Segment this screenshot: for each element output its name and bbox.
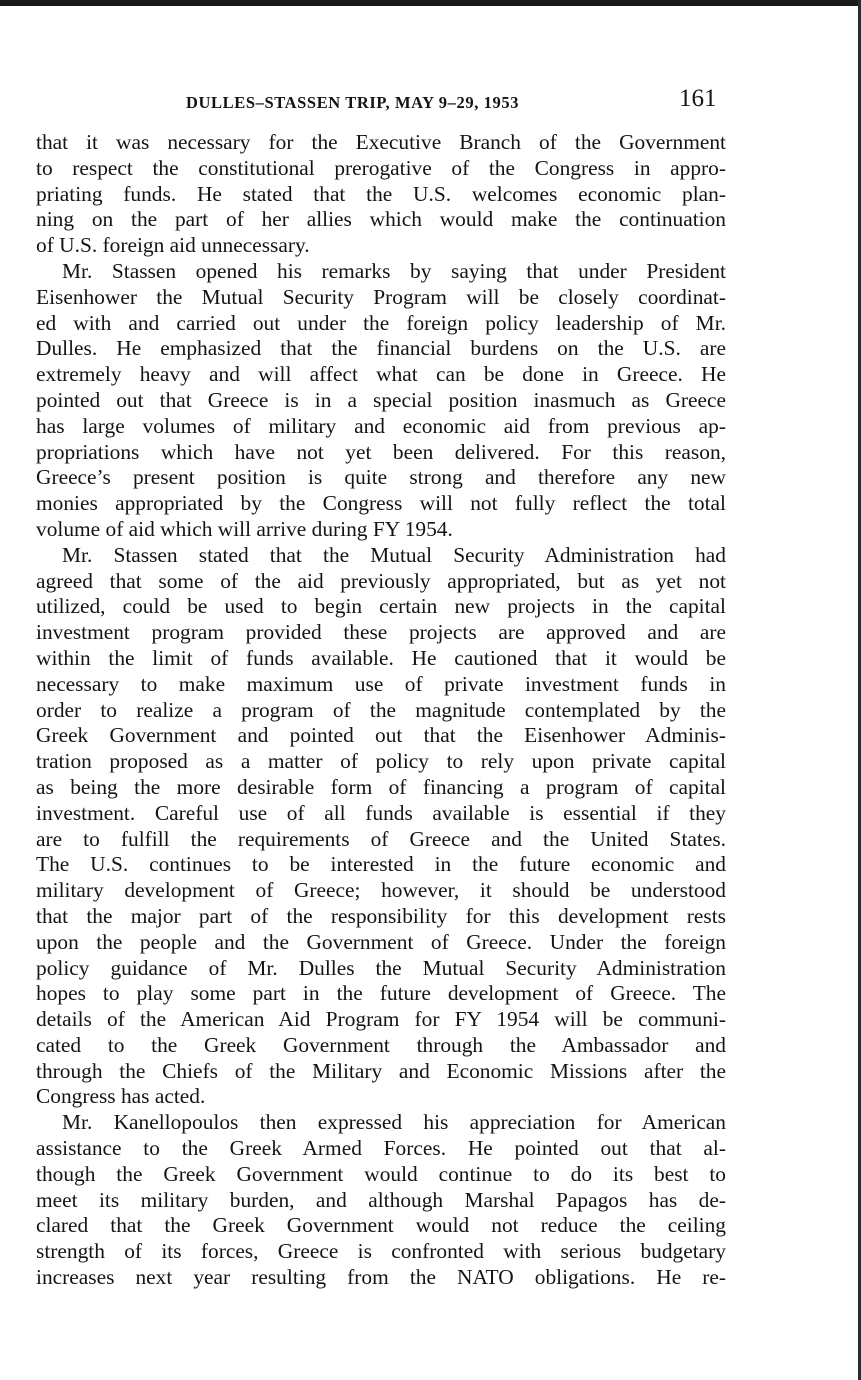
text-line: tration proposed as a matter of policy to rely upon private capital — [36, 749, 726, 774]
text-line: of U.S. foreign aid unnecessary. — [36, 233, 310, 258]
text-line: extremely heavy and will affect what can be done in Greece. He — [36, 362, 726, 387]
text-line: clared that the Greek Government would not reduce the ceiling — [36, 1213, 726, 1238]
text-line: assistance to the Greek Armed Forces. He pointed out that al- — [36, 1136, 726, 1161]
body-text — [36, 130, 726, 1291]
text-line: agreed that some of the aid previously appropriated, but as yet not — [36, 568, 726, 593]
text-line: as being the more desirable form of financing a program of capital — [36, 774, 726, 799]
text-line: Mr. Kanellopoulos then expressed his appreciation for American — [62, 1110, 726, 1135]
text-line: strength of its forces, Greece is confronted with serious budgetary — [36, 1239, 726, 1264]
text-line: upon the people and the Government of Greece. Under the foreign — [36, 929, 726, 954]
text-line: ning on the part of her allies which would make the continuation — [36, 207, 726, 232]
text-line: monies appropriated by the Congress will not fully reflect the total — [36, 491, 726, 516]
text-line: meet its military burden, and although Marshal Papagos has de- — [36, 1187, 726, 1212]
text-line: that it was necessary for the Executive Branch of the Government — [36, 130, 726, 154]
text-line: investment. Careful use of all funds available is essential if they — [36, 800, 726, 825]
text-line: that the major part of the responsibility for this development rests — [36, 903, 726, 928]
text-line: increases next year resulting from the NATO obligations. He re- — [36, 1265, 726, 1290]
text-line: Eisenhower the Mutual Security Program will be closely coordinat- — [36, 284, 726, 309]
text-line: ed with and carried out under the foreign policy leadership of Mr. — [36, 310, 726, 335]
text-line: volume of aid which will arrive during FY 1954. — [36, 516, 453, 541]
text-line: policy guidance of Mr. Dulles the Mutual Security Administration — [36, 955, 726, 980]
text-line: has large volumes of military and economic aid from previous ap- — [36, 413, 726, 438]
text-line: investment program provided these projects are approved and are — [36, 620, 726, 645]
text-line: Mr. Stassen stated that the Mutual Security Administration had — [62, 542, 726, 567]
text-line: hopes to play some part in the future development of Greece. The — [36, 981, 726, 1006]
text-line: order to realize a program of the magnitude contemplated by the — [36, 697, 726, 722]
text-line: Mr. Stassen opened his remarks by saying that under President — [62, 258, 726, 283]
text-line: priating funds. He stated that the U.S. welcomes economic plan- — [36, 181, 726, 206]
text-line: military development of Greece; however, it should be understood — [36, 878, 726, 903]
text-line: within the limit of funds available. He cautioned that it would be — [36, 645, 726, 670]
text-line: though the Greek Government would continue to do its best to — [36, 1161, 726, 1186]
paragraph — [36, 1110, 726, 1291]
text-line: utilized, could be used to begin certain new projects in the capital — [36, 594, 726, 619]
running-title: DULLES–STASSEN TRIP, MAY 9–29, 1953 — [186, 93, 520, 112]
text-line: to respect the constitutional prerogative of the Congress in appro- — [36, 155, 726, 180]
text-line: propriations which have not yet been delivered. For this reason, — [36, 439, 726, 464]
text-line: pointed out that Greece is in a special position inasmuch as Greece — [36, 387, 726, 412]
text-line: Congress has acted. — [36, 1084, 206, 1109]
paragraph — [36, 259, 726, 543]
paragraph — [36, 130, 726, 259]
text-line: necessary to make maximum use of private investment funds in — [36, 671, 726, 696]
text-line: Greece’s present position is quite strong and therefore any new — [36, 465, 726, 490]
text-line: The U.S. continues to be interested in the future economic and — [36, 852, 726, 877]
text-line: details of the American Aid Program for FY 1954 will be communi- — [36, 1007, 726, 1032]
running-head — [0, 85, 861, 118]
text-line: cated to the Greek Government through the Ambassador and — [36, 1032, 726, 1057]
text-line: through the Chiefs of the Military and Economic Missions after the — [36, 1058, 726, 1083]
paragraph — [36, 543, 726, 1111]
page-number: 161 — [679, 85, 717, 112]
text-line: Greek Government and pointed out that the Eisenhower Adminis- — [36, 723, 726, 748]
text-line: are to fulfill the requirements of Greece and the United States. — [36, 826, 726, 851]
text-line: Dulles. He emphasized that the financial burdens on the U.S. are — [36, 336, 726, 361]
